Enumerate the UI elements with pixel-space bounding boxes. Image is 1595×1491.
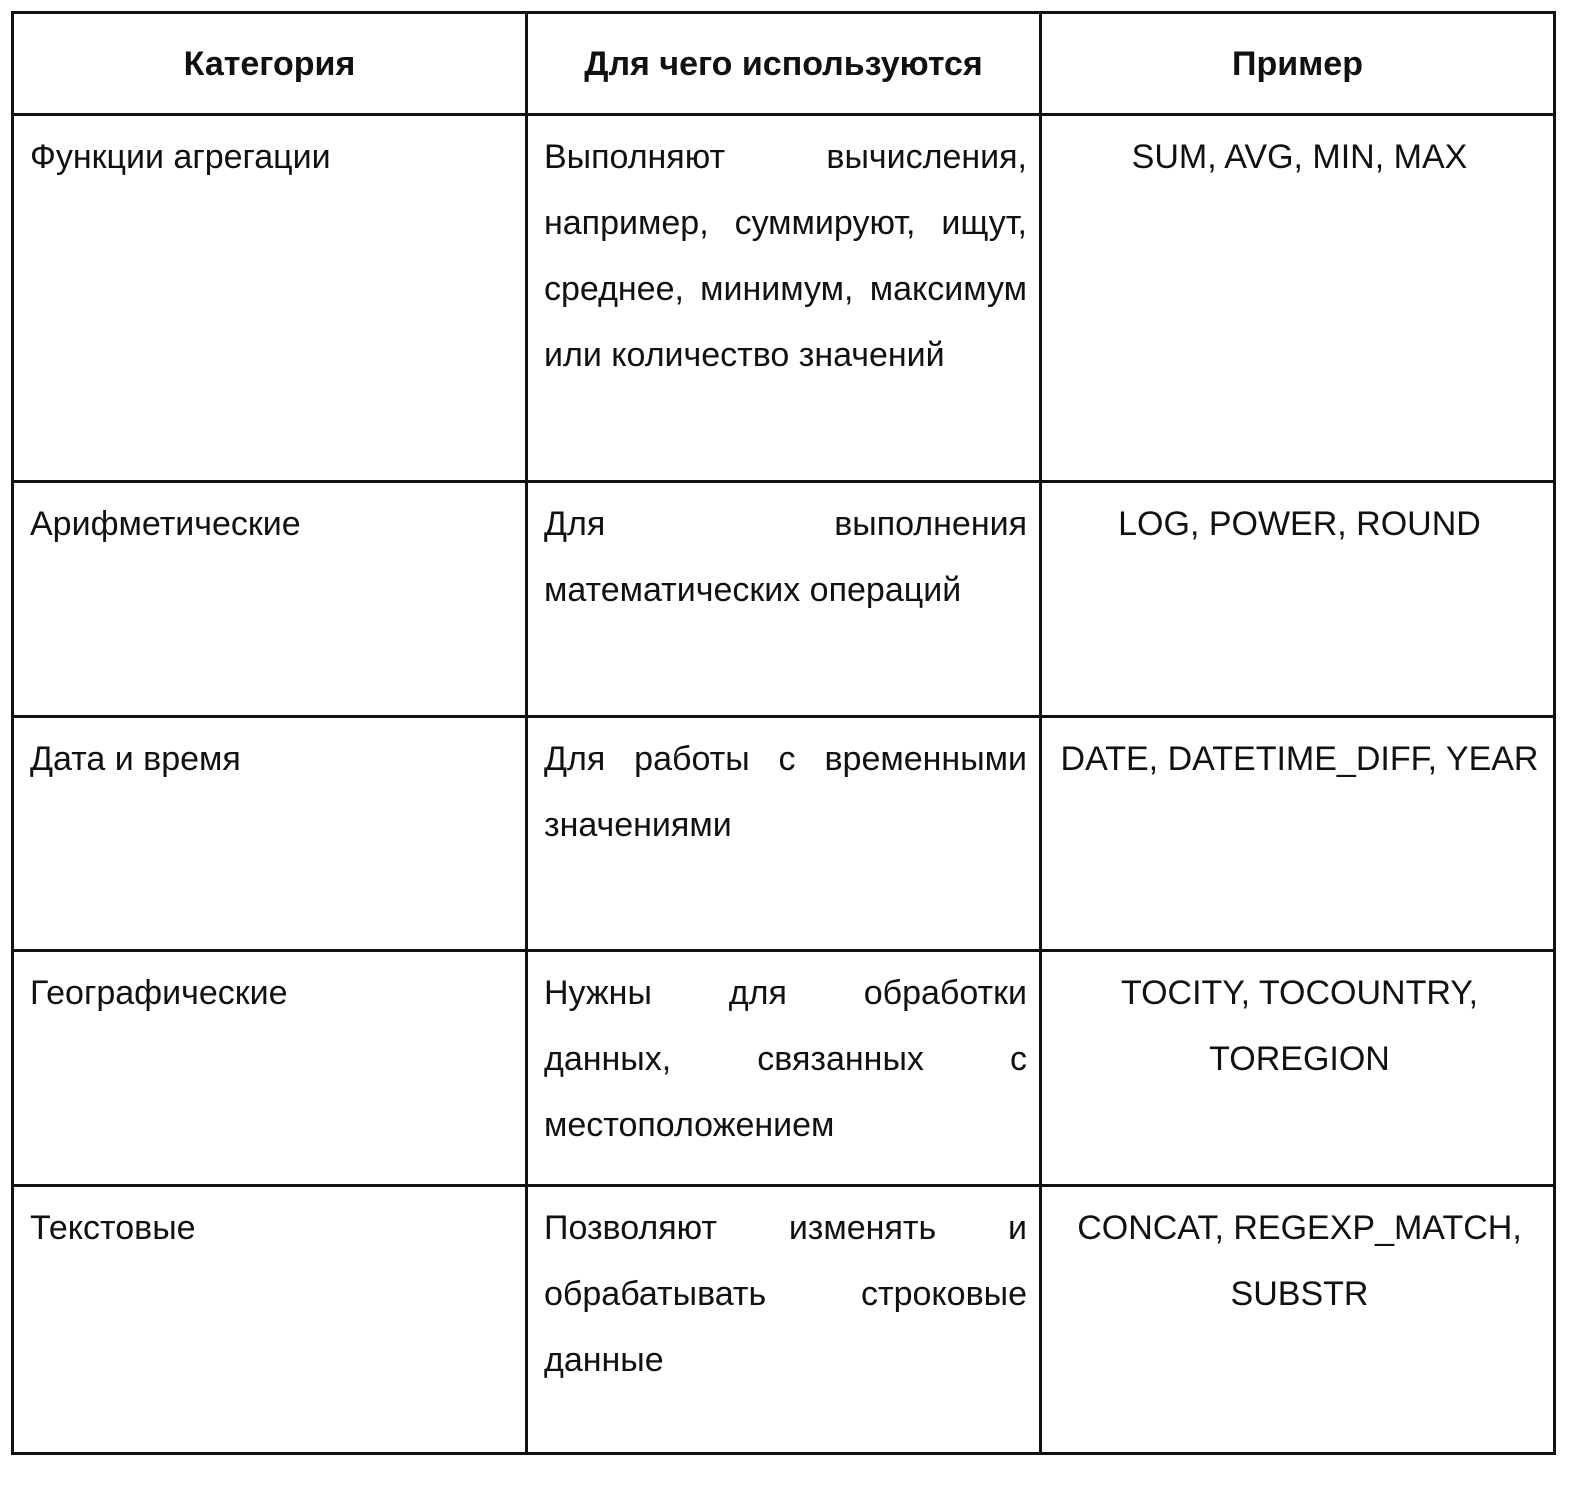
cell-purpose: Позволяют изменять и обрабатывать строковые данные	[527, 1186, 1041, 1454]
cell-example: CONCAT, REGEXP_MATCH, SUBSTR	[1041, 1186, 1555, 1454]
cell-purpose: Для выполнения математических операций	[527, 482, 1041, 717]
table-header-row	[13, 13, 1555, 115]
cell-category: Функции агрегации	[13, 115, 527, 482]
table-row	[13, 482, 1555, 717]
cell-example: SUM, AVG, MIN, MAX	[1041, 115, 1555, 482]
cell-example: LOG, POWER, ROUND	[1041, 482, 1555, 717]
table-row	[13, 951, 1555, 1186]
cell-category: Дата и время	[13, 717, 527, 951]
cell-category: Текстовые	[13, 1186, 527, 1454]
header-purpose: Для чего используются	[527, 13, 1041, 115]
table-row	[13, 115, 1555, 482]
header-example: Пример	[1041, 13, 1555, 115]
cell-example: DATE, DATETIME_DIFF, YEAR	[1041, 717, 1555, 951]
functions-table	[11, 11, 1556, 1455]
cell-purpose: Нужны для обработки данных, связанных с местоположением	[527, 951, 1041, 1186]
header-category: Категория	[13, 13, 527, 115]
table-row	[13, 1186, 1555, 1454]
cell-purpose: Выполняют вычисления, например, суммируют, ищут, среднее, минимум, максимум или количество значений	[527, 115, 1041, 482]
table-row	[13, 717, 1555, 951]
cell-example: TOCITY, TOCOUNTRY, TOREGION	[1041, 951, 1555, 1186]
functions-table-container	[11, 11, 1556, 1455]
cell-category: Географические	[13, 951, 527, 1186]
cell-category: Арифметические	[13, 482, 527, 717]
cell-purpose: Для работы с временными значениями	[527, 717, 1041, 951]
